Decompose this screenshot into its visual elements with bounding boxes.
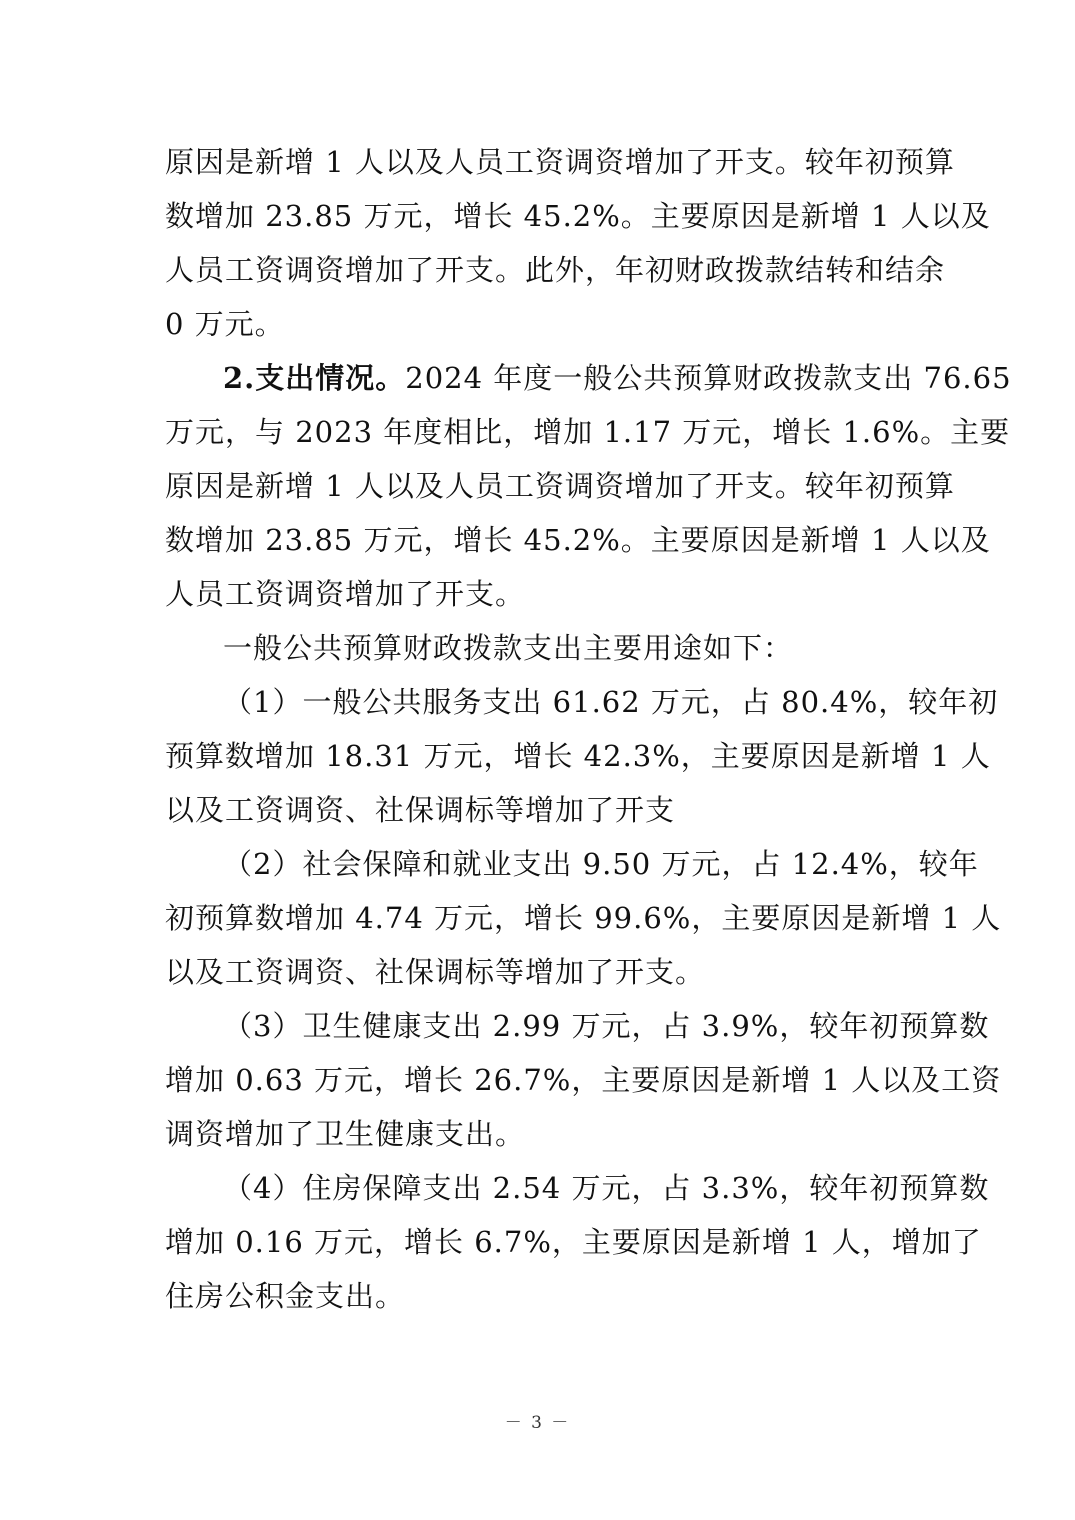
text-line: 0 万元。 (165, 307, 285, 341)
text-line: （3）卫生健康支出 2.99 万元，占 3.9%，较年初预算数 (223, 1009, 990, 1043)
text-line: 调资增加了卫生健康支出。 (165, 1117, 526, 1151)
text-line: 原因是新增 1 人以及人员工资调资增加了开支。较年初预算 (165, 145, 955, 179)
paragraph-expenditure (165, 351, 1012, 621)
paragraph-main-uses (165, 621, 913, 675)
text-line: 数增加 23.85 万元，增长 45.2%。主要原因是新增 1 人以及 (165, 523, 991, 557)
text-line: 原因是新增 1 人以及人员工资调资增加了开支。较年初预算 (165, 469, 955, 503)
text-span: 2024 年度一般公共预算财政拨款支出 76.65 (405, 361, 1012, 395)
text-line: 以及工资调资、社保调标等增加了开支。 (165, 955, 706, 989)
text-line (165, 351, 1012, 405)
text-line: 以及工资调资、社保调标等增加了开支 (165, 793, 676, 827)
item-social-security (165, 837, 1002, 999)
text-line: 增加 0.63 万元，增长 26.7%，主要原因是新增 1 人以及工资 (165, 1063, 1002, 1097)
item-housing (165, 1161, 990, 1323)
text-line: 预算数增加 18.31 万元，增长 42.3%，主要原因是新增 1 人 (165, 739, 991, 773)
text-line: 万元，与 2023 年度相比，增加 1.17 万元，增长 1.6%。主要 (165, 415, 1011, 449)
item-general-public-services (165, 675, 999, 837)
text-line: 人员工资调资增加了开支。此外，年初财政拨款结转和结余 (165, 253, 946, 287)
section-heading: 2.支出情况。 (223, 361, 406, 395)
page-number: － 3 － (504, 1413, 571, 1433)
item-health (165, 999, 1002, 1161)
paragraph-income-continuation (165, 135, 991, 351)
text-line: （2）社会保障和就业支出 9.50 万元，占 12.4%，较年 (223, 847, 979, 881)
text-line: 一般公共预算财政拨款支出主要用途如下： (223, 631, 794, 665)
text-line: （1）一般公共服务支出 61.62 万元，占 80.4%，较年初 (223, 685, 999, 719)
text-line: 住房公积金支出。 (165, 1279, 406, 1313)
document-body (165, 135, 1012, 1323)
text-line: 数增加 23.85 万元，增长 45.2%。主要原因是新增 1 人以及 (165, 199, 991, 233)
text-line: （4）住房保障支出 2.54 万元，占 3.3%，较年初预算数 (223, 1171, 990, 1205)
text-line: 人员工资调资增加了开支。 (165, 577, 526, 611)
text-line: 增加 0.16 万元，增长 6.7%，主要原因是新增 1 人，增加了 (165, 1225, 982, 1259)
text-line: 初预算数增加 4.74 万元，增长 99.6%，主要原因是新增 1 人 (165, 901, 1002, 935)
